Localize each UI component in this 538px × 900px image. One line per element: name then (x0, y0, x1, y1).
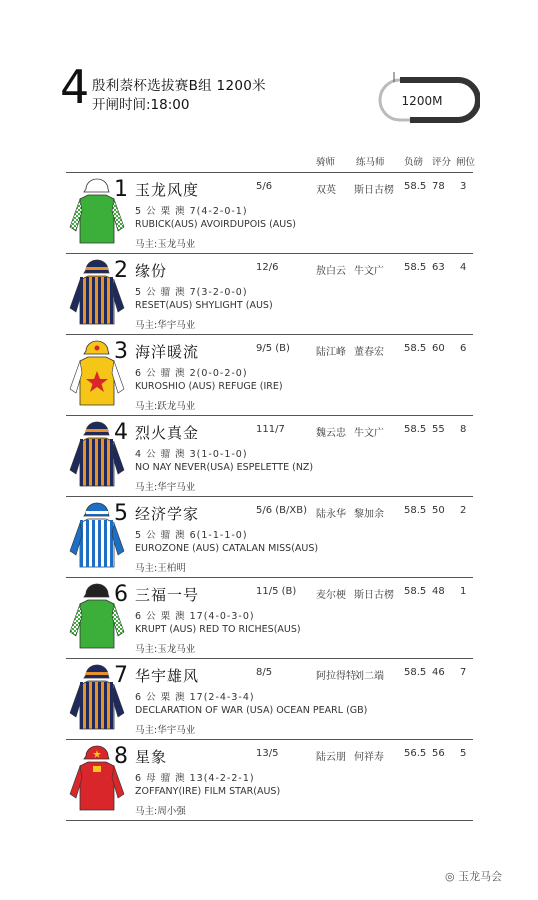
distance-badge: 1200M (401, 94, 443, 108)
race-start-time: 开闸时间:18:00 (92, 97, 190, 113)
watermark: ◎ 玉龙马会 (445, 870, 503, 883)
trainer-name: 刘二端 (354, 671, 384, 682)
saddle-number: 8 (114, 744, 128, 769)
owner: 马主:王柏明 (135, 563, 186, 574)
horse-description: 5 公 骝 澳 7(3-2-0-0) (135, 287, 248, 298)
horse-description: 6 公 骝 澳 2(0-0-2-0) (135, 368, 248, 379)
rating: 50 (432, 505, 445, 516)
trainer-name: 黎加余 (354, 509, 384, 520)
horse-name: 缘份 (135, 262, 168, 280)
pedigree: DECLARATION OF WAR (USA) OCEAN PEARL (GB) (135, 705, 368, 716)
horse-name: 三福一号 (135, 586, 200, 604)
jockey-name: 陆江峰 (316, 347, 346, 358)
horse-description: 6 公 栗 澳 17(2-4-3-4) (135, 692, 255, 703)
pedigree: KRUPT (AUS) RED TO RICHES(AUS) (135, 624, 301, 635)
weight: 58.5 (404, 343, 427, 354)
owner: 马主:跃龙马业 (135, 401, 196, 412)
draw: 5 (460, 748, 467, 759)
draw: 7 (460, 667, 467, 678)
wechat-icon: ◎ (445, 870, 459, 883)
runner-row (66, 740, 473, 821)
saddle-number: 5 (114, 501, 128, 526)
jockey-name: 陆云朋 (316, 752, 346, 763)
jockey-name: 陆永华 (316, 509, 346, 520)
horse-description: 6 公 栗 澳 17(4-0-3-0) (135, 611, 255, 622)
runner-row (66, 173, 473, 254)
odds: 8/5 (256, 667, 273, 678)
horse-name: 烈火真金 (135, 424, 200, 442)
odds: 11/5 (B) (256, 586, 297, 597)
trainer-name: 何祥寿 (354, 752, 384, 763)
horse-description: 4 公 骝 澳 3(1-0-1-0) (135, 449, 248, 460)
odds: 5/6 (256, 181, 273, 192)
draw: 6 (460, 343, 467, 354)
saddle-number: 2 (114, 258, 128, 283)
saddle-number: 6 (114, 582, 128, 607)
col-jockey: 骑师 (316, 157, 336, 168)
horse-description: 5 公 栗 澳 7(4-2-0-1) (135, 206, 248, 217)
runner-row (66, 254, 473, 335)
rating: 48 (432, 586, 445, 597)
owner: 马主:玉龙马业 (135, 644, 196, 655)
pedigree: EUROZONE (AUS) CATALAN MISS(AUS) (135, 543, 319, 554)
horse-description: 6 母 骝 澳 13(4-2-2-1) (135, 773, 255, 784)
saddle-number: 7 (114, 663, 128, 688)
odds: 13/5 (256, 748, 279, 759)
pedigree: NO NAY NEVER(USA) ESPELETTE (NZ) (135, 462, 314, 473)
runner-row (66, 416, 473, 497)
runner-row (66, 335, 473, 416)
weight: 58.5 (404, 586, 427, 597)
saddle-number: 4 (114, 420, 128, 445)
jockey-name: 双英 (316, 185, 336, 196)
odds: 9/5 (B) (256, 343, 290, 354)
runner-row (66, 659, 473, 740)
trainer-name: 牛文广 (354, 428, 384, 439)
horse-name: 海洋暖流 (135, 343, 200, 361)
weight: 58.5 (404, 424, 427, 435)
draw: 3 (460, 181, 467, 192)
weight: 58.5 (404, 181, 427, 192)
jockey-name: 敖白云 (316, 266, 346, 277)
owner: 马主:玉龙马业 (135, 239, 196, 250)
draw: 2 (460, 505, 467, 516)
weight: 56.5 (404, 748, 427, 759)
jockey-name: 麦尔梗 (316, 590, 346, 601)
owner: 马主:华宇马业 (135, 320, 196, 331)
col-weight: 负磅 (404, 157, 424, 168)
race-number: 4 (60, 60, 90, 114)
rating: 46 (432, 667, 445, 678)
weight: 58.5 (404, 667, 427, 678)
horse-description: 5 公 骝 澳 6(1-1-1-0) (135, 530, 248, 541)
race-title: 殷利萘杯选拔赛B组 1200米 (92, 78, 266, 94)
trainer-name: 牛文广 (354, 266, 384, 277)
odds: 12/6 (256, 262, 279, 273)
weight: 58.5 (404, 505, 427, 516)
horse-name: 经济学家 (135, 505, 200, 523)
track-diagram (370, 70, 480, 134)
trainer-name: 董春宏 (354, 347, 384, 358)
pedigree: RUBICK(AUS) AVOIRDUPOIS (AUS) (135, 219, 296, 230)
trainer-name: 斯日古楞 (354, 590, 394, 601)
col-rating: 评分 (432, 157, 452, 168)
saddle-number: 1 (114, 177, 128, 202)
jockey-name: 阿拉得特 (316, 671, 356, 682)
horse-name: 星象 (135, 748, 168, 766)
rating: 60 (432, 343, 445, 354)
rating: 78 (432, 181, 445, 192)
jockey-name: 魏云忠 (316, 428, 346, 439)
horse-name: 华宇雄风 (135, 667, 200, 685)
runner-row (66, 578, 473, 659)
pedigree: RESET(AUS) SHYLIGHT (AUS) (135, 300, 273, 311)
col-draw: 闸位 (456, 157, 476, 168)
draw: 4 (460, 262, 467, 273)
odds: 5/6 (B/XB) (256, 505, 308, 516)
trainer-name: 斯日古楞 (354, 185, 394, 196)
rating: 63 (432, 262, 445, 273)
draw: 8 (460, 424, 467, 435)
pedigree: KUROSHIO (AUS) REFUGE (IRE) (135, 381, 283, 392)
col-trainer: 练马师 (356, 157, 385, 168)
draw: 1 (460, 586, 467, 597)
rating: 56 (432, 748, 445, 759)
weight: 58.5 (404, 262, 427, 273)
rating: 55 (432, 424, 445, 435)
odds: 111/7 (256, 424, 285, 435)
saddle-number: 3 (114, 339, 128, 364)
owner: 马主:华宇马业 (135, 482, 196, 493)
runner-row (66, 497, 473, 578)
pedigree: ZOFFANY(IRE) FILM STAR(AUS) (135, 786, 281, 797)
owner: 马主:华宇马业 (135, 725, 196, 736)
owner: 马主:周小强 (135, 806, 186, 817)
horse-name: 玉龙风度 (135, 181, 200, 199)
